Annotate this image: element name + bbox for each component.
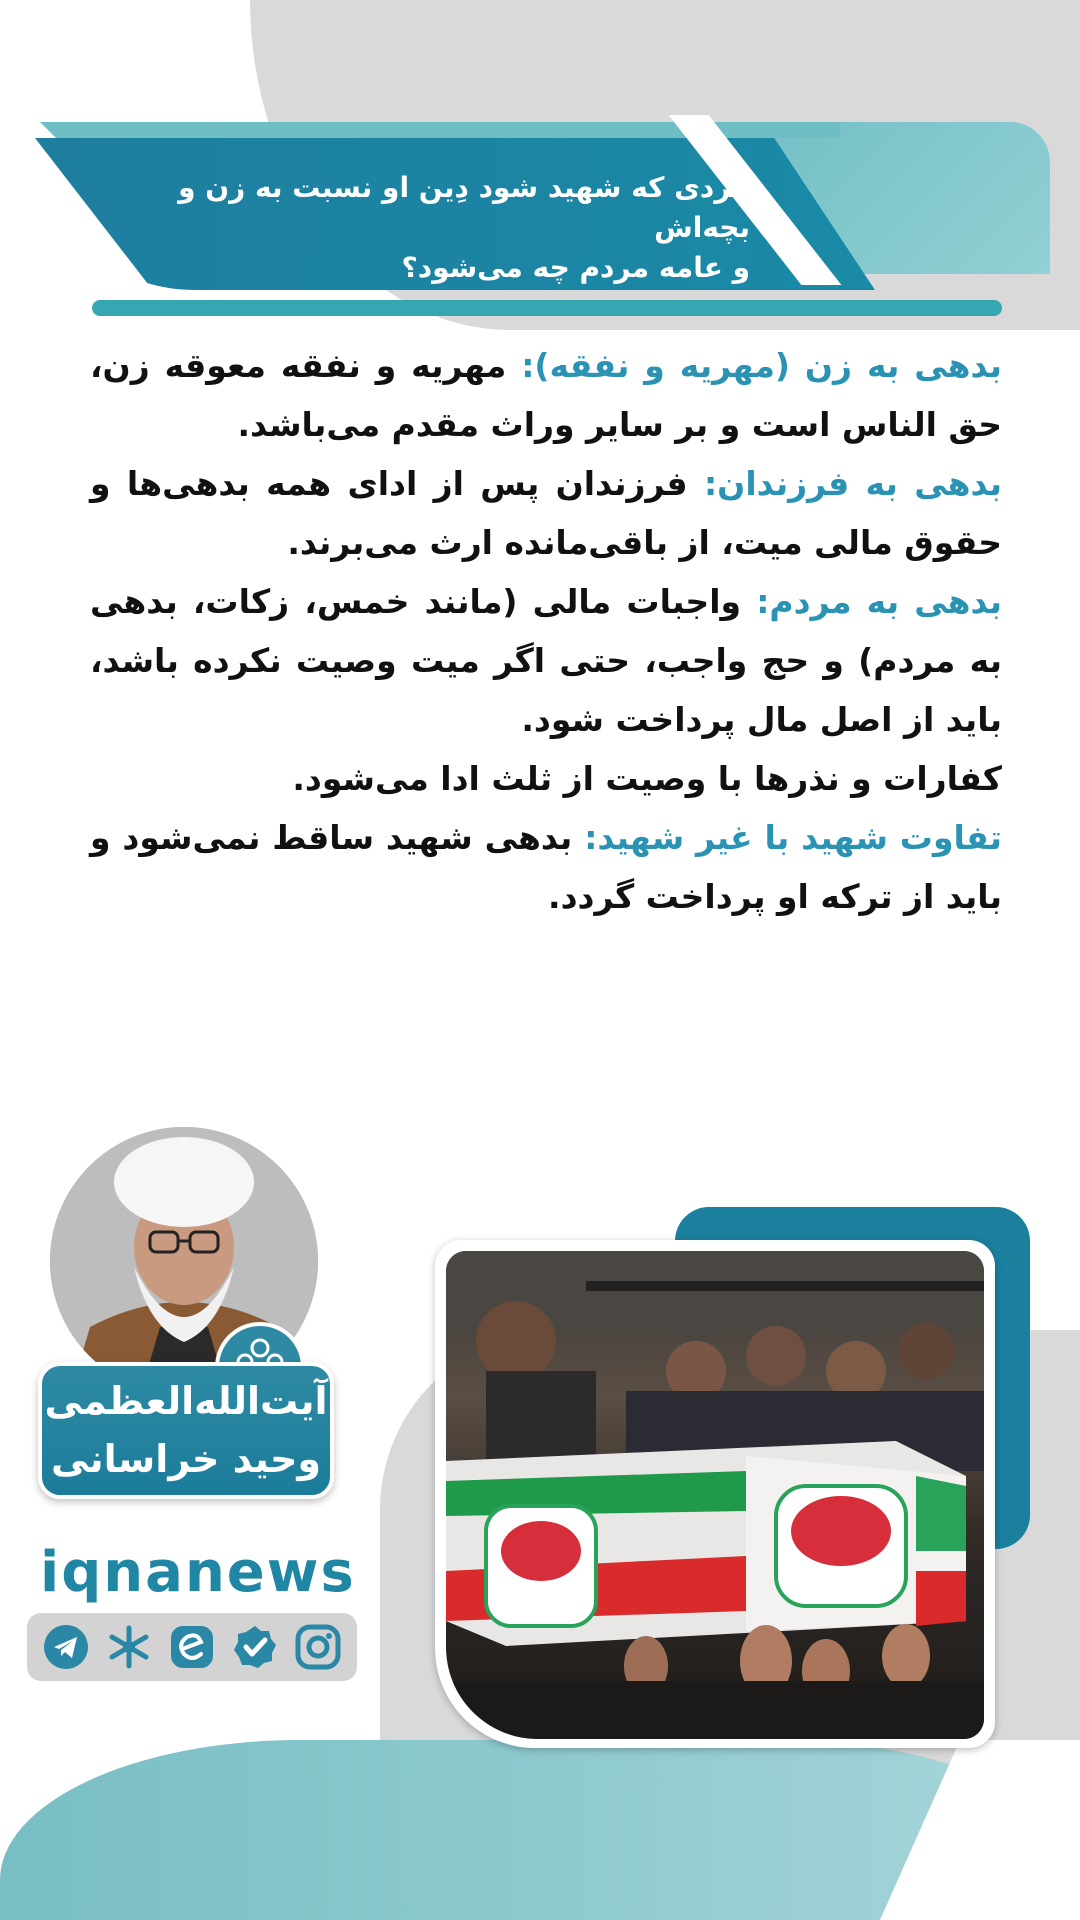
text-kaffarat: کفارات و نذرها با وصیت از ثلث ادا می‌شود. — [292, 759, 1002, 798]
paragraph-people-debt — [90, 572, 1002, 749]
speaker-fullname: وحید خراسانی — [50, 1437, 322, 1481]
header-underline — [92, 300, 1002, 316]
paragraph-children-debt — [90, 454, 1002, 572]
text-people-debt: واجبات مالی (مانند خمس، زکات، بدهی به مردم) و حج واجب، حتی اگر میت وصیت نکرده باشد، باید از اصل مال پرداخت شود. — [90, 582, 1002, 739]
eitaa-icon[interactable] — [168, 1623, 216, 1671]
title-line-2: و عامه مردم چه می‌شود؟ — [401, 251, 750, 284]
paragraph-martyr-difference — [90, 808, 1002, 926]
keyword-wife-debt: بدهی به زن (مهریه و نفقه): — [521, 346, 1002, 385]
paragraph-kaffarat — [90, 749, 1002, 808]
paragraph-wife-debt — [90, 336, 1002, 454]
text-wife-debt: مهریه و نفقه معوقه زن، حق الناس است و بر سایر وراث مقدم می‌باشد. — [90, 346, 1002, 444]
text-children-debt: فرزندان پس از ادای همه بدهی‌ها و حقوق مالی میت، از باقی‌مانده ارث می‌برند. — [90, 464, 1002, 562]
title-line-1: فردی که شهید شود دِین او نسبت به زن و بچه‌اش — [178, 171, 750, 244]
text-martyr-difference: بدهی شهید ساقط نمی‌شود و باید از ترکه او پرداخت گردد. — [90, 818, 1002, 916]
instagram-icon[interactable] — [294, 1623, 342, 1671]
keyword-children-debt: بدهی به فرزندان: — [703, 464, 1002, 503]
article-body — [90, 336, 1002, 926]
page-title — [100, 168, 750, 288]
verified-check-icon[interactable] — [231, 1623, 279, 1671]
snowflake-icon[interactable] — [105, 1623, 153, 1671]
brand-name: iqnanews — [40, 1540, 356, 1605]
speaker-title: آیت‌الله‌العظمی — [44, 1379, 328, 1423]
speaker-name — [38, 1372, 334, 1488]
keyword-martyr-difference: تفاوت شهید با غیر شهید: — [584, 818, 1002, 857]
funeral-photo-illustration — [446, 1251, 984, 1739]
funeral-photo — [446, 1251, 984, 1739]
keyword-people-debt: بدهی به مردم: — [756, 582, 1002, 621]
telegram-icon[interactable] — [42, 1623, 90, 1671]
social-icons-bar — [27, 1613, 357, 1681]
